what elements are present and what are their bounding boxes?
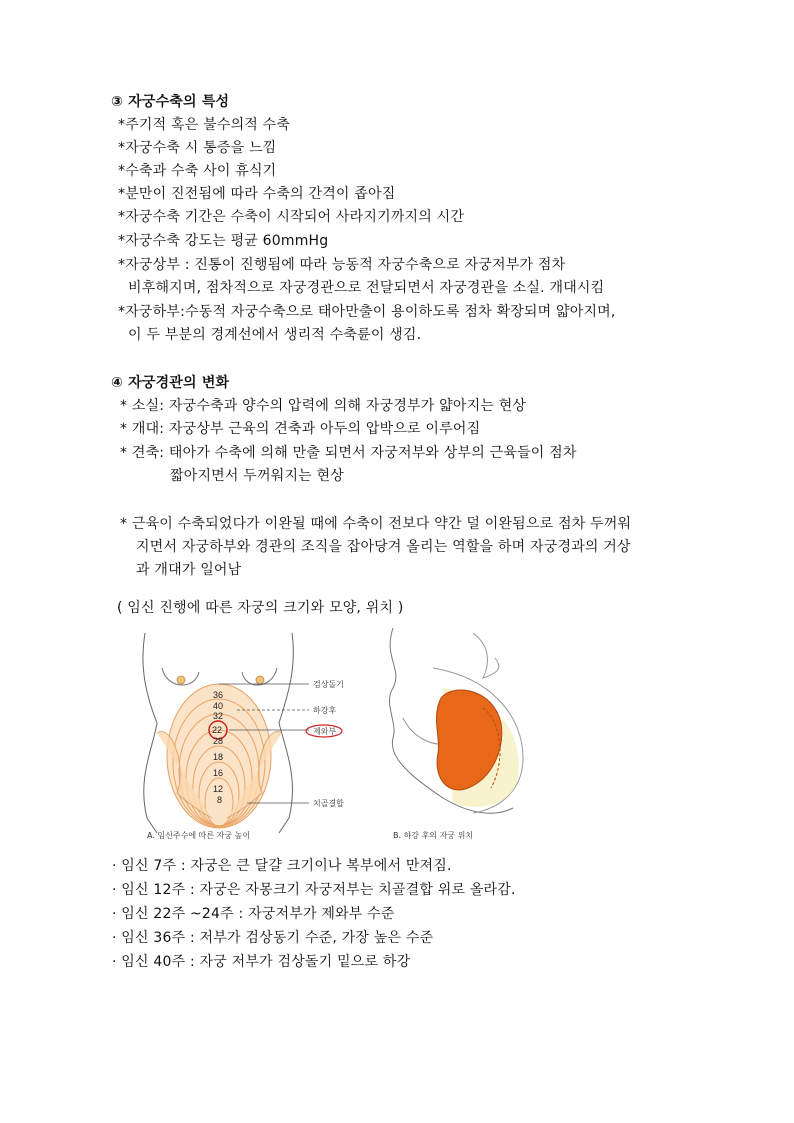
figure-panel-b	[373, 628, 537, 850]
xiphoid-label: 검상돌기	[313, 680, 344, 689]
week-label: 16	[213, 768, 224, 778]
section-3-item: *자궁수축 기간은 수축이 시작되어 사라지기까지의 시간	[118, 209, 465, 225]
week-label: 36	[213, 690, 224, 700]
section-3-item: *주기적 혹은 불수의적 수축	[118, 117, 291, 133]
section-3-item: *분만이 진전됨에 따라 수축의 간격이 좁아짐	[118, 186, 396, 202]
figure-title: ( 임신 진행에 따른 자궁의 크기와 모양, 위치 )	[117, 600, 404, 616]
week-item: · 임신 36주 : 저부가 검상동기 수준, 가장 높은 수준	[112, 930, 434, 946]
week-label: 12	[213, 784, 224, 794]
week-label: 32	[213, 711, 224, 721]
figure-caption-b: B. 하강 후의 자궁 위치	[393, 831, 474, 840]
section-4-item: * 소실: 자궁수축과 양수의 압력에 의해 자궁경부가 얇아지는 현상	[120, 398, 527, 414]
figure-panel-a	[117, 628, 373, 850]
uterus-position-figure	[117, 628, 537, 850]
section-4-item-continued: 짧아지면서 두꺼워지는 현상	[170, 468, 344, 484]
section-4-note: 지면서 자궁하부와 경관의 조직을 잡아당겨 올리는 역할을 하며 자궁경과의 거상	[136, 539, 631, 555]
section-3-item: *자궁수축 시 통증을 느낌	[118, 140, 277, 156]
section-4-item: * 개대: 자궁상부 근육의 견축과 아두의 압박으로 이루어짐	[120, 421, 481, 437]
umbilicus-label: 제와부	[313, 727, 337, 736]
figure-caption-a: A. 임신주수에 따른 자궁 높이	[147, 831, 251, 840]
section-4-heading: ④ 자궁경관의 변화	[111, 375, 230, 391]
section-3-item-continued: 이 두 부분의 경계선에서 생리적 수축륜이 생김.	[128, 327, 422, 343]
descent-label: 하강후	[313, 706, 337, 715]
uterus-after-descent-illustration	[373, 628, 537, 850]
week-label: 8	[217, 795, 223, 805]
section-3-item: *자궁하부:수동적 자궁수축으로 태아만출이 용이하도록 점차 확장되며 얇아지며,	[118, 304, 616, 320]
fundal-height-illustration	[117, 628, 373, 850]
week-label: 40	[213, 701, 224, 711]
section-3-item-continued: 비후해지며, 점차적으로 자궁경관으로 전달되면서 자궁경관을 소실. 개대시킴	[128, 280, 605, 296]
section-3-item: *자궁수축 강도는 평균 60mmHg	[118, 233, 329, 249]
section-3-item: *자궁상부 : 진통이 진행됨에 따라 능동적 자궁수축으로 자궁저부가 점차	[118, 257, 566, 273]
week-label: 22	[212, 725, 223, 735]
week-item: · 임신 12주 : 자궁은 자몽크기 자궁저부는 치골결합 위로 올라감.	[112, 882, 516, 898]
week-item: · 임신 7주 : 자궁은 큰 달걀 크기이나 복부에서 만져짐.	[112, 858, 452, 874]
section-4-note: * 근육이 수축되었다가 이완될 때에 수축이 전보다 약간 덜 이완됨으로 점차 두꺼워	[120, 516, 632, 532]
week-item: · 임신 40주 : 자궁 저부가 검상돌기 밑으로 하강	[112, 954, 411, 970]
section-4-item: * 견축: 태아가 수축에 의해 만출 되면서 자궁저부와 상부의 근육들이 점차	[120, 445, 577, 461]
week-label: 28	[213, 736, 224, 746]
week-label: 18	[213, 752, 224, 762]
symphysis-label: 치골결합	[313, 799, 344, 808]
section-3-heading: ③ 자궁수축의 특성	[111, 94, 230, 110]
section-3-item: *수축과 수축 사이 휴식기	[118, 163, 277, 179]
week-item: · 임신 22주 ~24주 : 자궁저부가 제와부 수준	[112, 906, 395, 922]
section-4-note: 과 개대가 일어남	[136, 562, 242, 578]
